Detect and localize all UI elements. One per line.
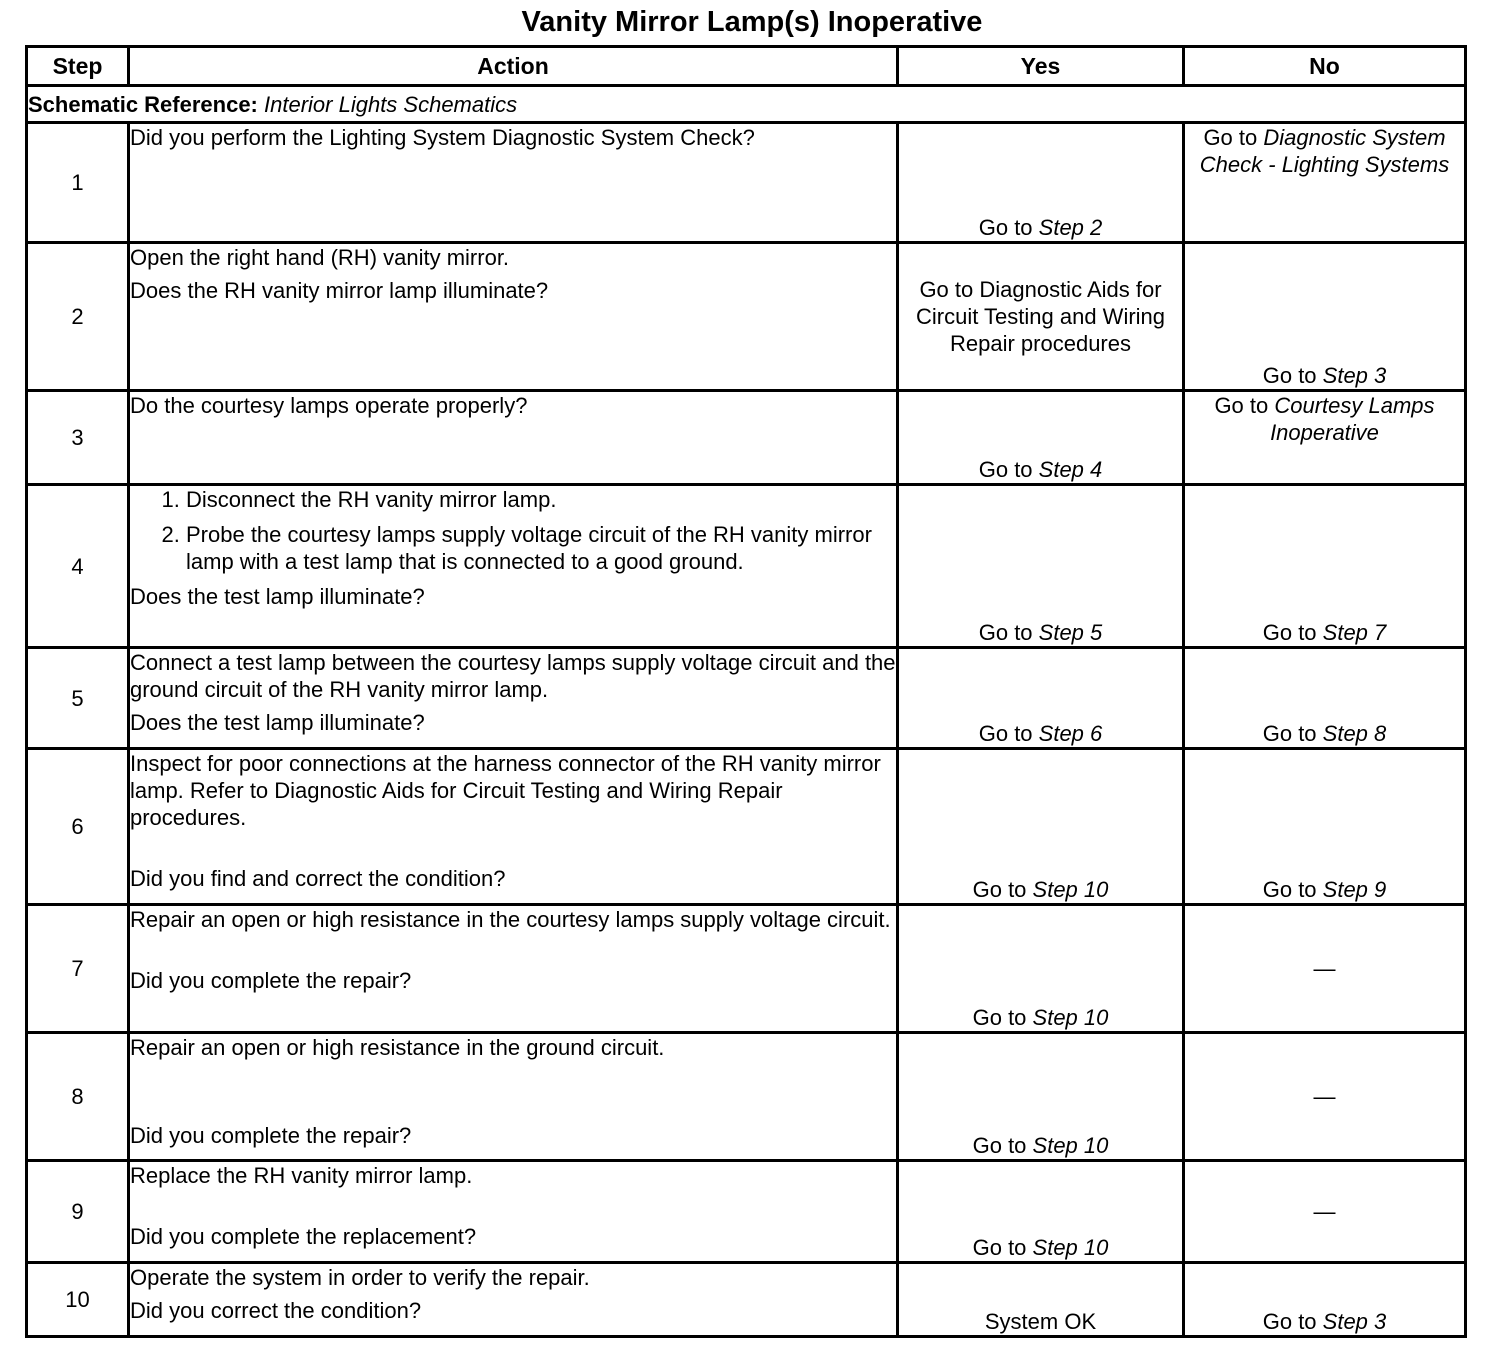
action-text: Did you perform the Lighting System Diagnostic System Check?	[130, 125, 755, 150]
no-prefix: Go to	[1262, 363, 1323, 388]
table-row	[27, 1161, 1466, 1263]
no-link[interactable]: Step 3	[1322, 1309, 1387, 1334]
schematic-reference-link[interactable]: Interior Lights Schematics	[264, 91, 518, 117]
action-question: Did you correct the condition?	[130, 1298, 422, 1323]
action-cell	[129, 485, 898, 648]
yes-prefix: Go to	[978, 721, 1039, 746]
step-number: 1	[27, 123, 129, 243]
yes-cell	[898, 648, 1184, 749]
schematic-reference	[27, 86, 1466, 123]
page-title: Vanity Mirror Lamp(s) Inoperative	[521, 6, 983, 38]
action-text: Repair an open or high resistance in the courtesy lamps supply voltage circuit.	[130, 907, 891, 932]
table-row	[27, 123, 1466, 243]
yes-cell	[898, 749, 1184, 905]
no-dash: —	[1313, 1084, 1336, 1109]
yes-link[interactable]: Step 10	[1032, 877, 1109, 902]
header-no: No	[1184, 47, 1466, 86]
yes-text: System OK	[984, 1309, 1097, 1334]
diagnostic-table	[25, 45, 1467, 1338]
table-row	[27, 1263, 1466, 1337]
no-prefix: Go to	[1203, 125, 1264, 150]
yes-link[interactable]: Step 10	[1032, 1005, 1109, 1030]
action-question: Does the test lamp illuminate?	[130, 584, 425, 609]
no-cell	[1184, 648, 1466, 749]
step-number: 2	[27, 243, 129, 391]
no-prefix: Go to	[1262, 721, 1323, 746]
action-cell	[129, 1161, 898, 1263]
action-text: Inspect for poor connections at the harness connector of the RH vanity mirror lamp. Refer to Diagnostic Aids for Circuit Testing and Wiring Repair procedures.	[130, 751, 881, 830]
table-row	[27, 905, 1466, 1033]
table-row	[27, 391, 1466, 485]
no-cell	[1184, 123, 1466, 243]
action-text: Repair an open or high resistance in the ground circuit.	[130, 1035, 665, 1060]
step-number: 10	[27, 1263, 129, 1337]
table-row	[27, 243, 1466, 391]
action-question: Did you complete the replacement?	[130, 1224, 477, 1249]
no-dash: —	[1313, 1199, 1336, 1224]
no-cell	[1184, 391, 1466, 485]
action-cell	[129, 749, 898, 905]
yes-prefix: Go to	[972, 1005, 1033, 1030]
action-cell	[129, 1263, 898, 1337]
action-text: Operate the system in order to verify the repair.	[130, 1265, 590, 1290]
no-link[interactable]: Diagnostic System Check - Lighting Systems	[1199, 125, 1450, 177]
no-cell	[1184, 1161, 1466, 1263]
action-question: Does the RH vanity mirror lamp illuminate?	[130, 278, 549, 303]
action-text: Do the courtesy lamps operate properly?	[130, 393, 528, 418]
no-cell	[1184, 485, 1466, 648]
action-cell	[129, 123, 898, 243]
no-prefix: Go to	[1214, 393, 1275, 418]
step-number: 3	[27, 391, 129, 485]
schematic-reference-row	[27, 86, 1466, 123]
yes-link[interactable]: Step 10	[1032, 1235, 1109, 1260]
yes-cell	[898, 243, 1184, 391]
yes-prefix: Go to	[978, 620, 1039, 645]
yes-link[interactable]: Step 2	[1038, 215, 1103, 240]
yes-prefix: Go to	[972, 1235, 1033, 1260]
step-number: 8	[27, 1033, 129, 1161]
schematic-reference-label: Schematic Reference:	[28, 91, 258, 117]
step-number: 5	[27, 648, 129, 749]
yes-cell	[898, 391, 1184, 485]
yes-prefix: Go to	[978, 215, 1039, 240]
action-question: Did you complete the repair?	[130, 1123, 412, 1148]
yes-prefix: Go to	[978, 457, 1039, 482]
no-cell	[1184, 749, 1466, 905]
action-question: Did you find and correct the condition?	[130, 866, 506, 891]
action-question: Did you complete the repair?	[130, 968, 412, 993]
action-cell	[129, 905, 898, 1033]
step-number: 6	[27, 749, 129, 905]
header-step: Step	[27, 47, 129, 86]
action-cell	[129, 391, 898, 485]
yes-cell	[898, 123, 1184, 243]
no-cell	[1184, 1263, 1466, 1337]
no-link[interactable]: Step 3	[1322, 363, 1387, 388]
step-number: 9	[27, 1161, 129, 1263]
yes-link[interactable]: Step 4	[1038, 457, 1103, 482]
yes-link[interactable]: Step 5	[1038, 620, 1103, 645]
yes-prefix: Go to	[972, 877, 1033, 902]
yes-link[interactable]: Step 6	[1038, 721, 1103, 746]
table-row	[27, 485, 1466, 648]
action-text: Replace the RH vanity mirror lamp.	[130, 1163, 473, 1188]
no-cell	[1184, 243, 1466, 391]
header-action: Action	[129, 47, 898, 86]
no-dash: —	[1313, 956, 1336, 981]
table-row	[27, 749, 1466, 905]
substep-item: 2. Probe the courtesy lamps supply voltage circuit of the RH vanity mirror lamp with a test lamp that is connected to a good ground.	[186, 521, 896, 575]
header-yes: Yes	[898, 47, 1184, 86]
no-cell	[1184, 905, 1466, 1033]
no-cell	[1184, 1033, 1466, 1161]
yes-cell	[898, 485, 1184, 648]
substep-list	[130, 486, 896, 575]
yes-cell	[898, 1161, 1184, 1263]
yes-link[interactable]: Step 10	[1032, 1133, 1109, 1158]
no-prefix: Go to	[1262, 620, 1323, 645]
action-cell	[129, 648, 898, 749]
action-text: Connect a test lamp between the courtesy lamps supply voltage circuit and the ground circuit of the RH vanity mirror lamp.	[130, 650, 896, 702]
step-number: 7	[27, 905, 129, 1033]
yes-cell	[898, 905, 1184, 1033]
action-cell	[129, 1033, 898, 1161]
no-link[interactable]: Courtesy Lamps Inoperative	[1270, 393, 1435, 445]
substep-item: 1. Disconnect the RH vanity mirror lamp.	[186, 486, 896, 513]
yes-cell	[898, 1033, 1184, 1161]
step-number: 4	[27, 485, 129, 648]
no-link[interactable]: Step 7	[1322, 620, 1387, 645]
yes-prefix: Go to	[972, 1133, 1033, 1158]
no-link[interactable]: Step 8	[1322, 721, 1387, 746]
table-row	[27, 1033, 1466, 1161]
table-row	[27, 648, 1466, 749]
yes-text[interactable]: Go to Diagnostic Aids for Circuit Testing and Wiring Repair procedures	[915, 277, 1166, 356]
yes-cell	[898, 1263, 1184, 1337]
action-text: Open the right hand (RH) vanity mirror.	[130, 245, 510, 270]
action-question: Does the test lamp illuminate?	[130, 710, 425, 735]
no-link[interactable]: Step 9	[1322, 877, 1387, 902]
no-prefix: Go to	[1262, 877, 1323, 902]
no-prefix: Go to	[1262, 1309, 1323, 1334]
action-cell	[129, 243, 898, 391]
header-row	[27, 47, 1466, 86]
